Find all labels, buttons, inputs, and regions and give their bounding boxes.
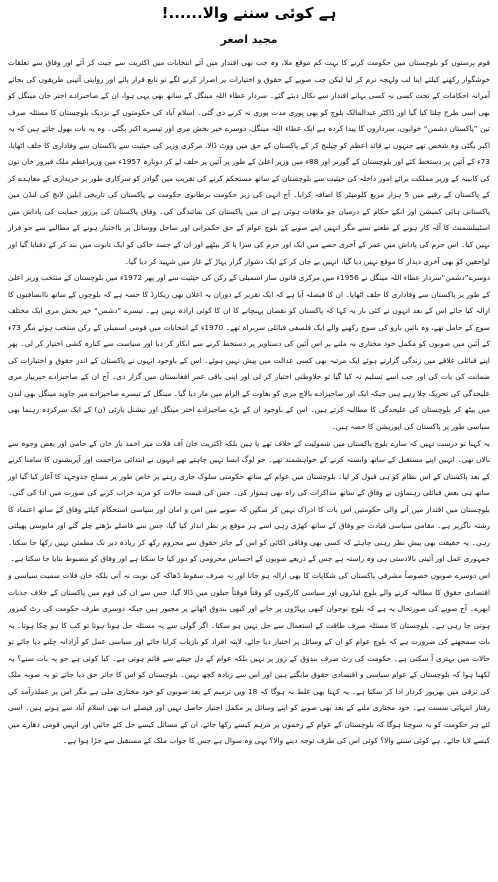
paragraph-1: قوم پرستوں کو بلوچستان میں حکومت کرنے کا بہت کم موقع ملا، وہ جب بھی اقتدار میں آئے انتخابات میں اکثریت سے جیت کر آئے اور وفاق سے تعلقات خوشگوار رکھنے کیلئے اپنا لب ولہجہ نرم کر لیا لیکن جب صوبے کے حقوق و اختیارات پر اصرار کرنے لگے تو تابع قرار پائے اور روایتی آئینی طریقوں کی بجائے آمرانہ احکامات کے تحت کسی نہ کسی بہانے اقتدار سے نکال دیئے گئے۔ سردار عطاء اللہ مینگل کے ساتھ بھی یہی ہوا، ان کے صاحبزادے اختر جان مینگل کو بھی اسی طرح چلتا کیا گیا اور ڈاکٹر عبدالمالک بلوچ کو بھی پوری مدت پوری نہ کرنے دی گئی۔ اسلام آباد کی حکومتوں کے نزدیک بلوچستان کا مسئلہ صرف تین ”پاکستان دشمن“ خوابوں، سرداروں کا پیدا کردہ ہے ایک عطاء اللہ مینگل، دوسرے خیر بخش مری اور تیسرے اکبر بگٹی۔ وہ یہ بات بھول جاتے ہیں کہ یہ اکبر بگٹی وہ شخص تھے جنہوں نے قائد اعظم کو چیلنج کر کے پاکستان کے حق میں ووٹ ڈالا، مرکزی وزیر کی حیثیت سے پاکستان سے وفاداری کا حلف اٹھایا، 73ء کے آئین پر دستخط کئے اور بلوچستان کے گورنر اور 88ء میں وزیر اعلیٰ کے طور پر آئین پر حلف لے کر دوبارہ 1957ء میں وزیراعظم ملک فیروز خان نون کی کابینہ کے وزیر مملکت برائے امور داخلہ کی حیثیت سے بلوچستان کے ساتھ مستحکم کرنے کی تقریب میں گوادر کو سرکاری طور پر خریداری کے معاہدے کر کے پاکستان کے رقبے میں 5 ہزار مربع کلومیٹر کا اضافہ کرایا۔ آج انہی کی زیر حکومت برطانوی حکومت نے پاکستان کی تاریخی ایلین لانچ کی لنڈن میں پاکستانی ہائی کمیشن اور انکے حکام کے درمیان جو ملاقات ہوئی ہے ان میں پاکستان کی نمائندگی کی۔ وفاق پاکستان کی پرزور حمایت کی پاداش میں اسٹیبلشمنٹ کا آلہ کار ہونے کے طعنے سنے مگر انہیں اپنے صوبے کے بلوچ عوام کے حق حکمرانی اور ساحل ووسائل پر بااختیار ہونے کے مطالبے سے جو فرار نہیں کیا۔ اس جرم کی پاداش میں عمر کے آخری حصے میں ایک اور جرم کی سزا پا کر بیٹھے اور ان کے جسد خاکی کو ایک تابوت میں بند کر کے دفنایا گیا اور لواحقین کو بھی آخری دیدار کا موقع نہیں دیا گیا، انہیں بے جان کر کے ایک دشوار گزار پہاڑ کے غار میں شہید کر دیا گیا۔ xyxy=(7,58,490,266)
paragraph-3: یہ کہنا تو درست نہیں کہ سارے بلوچ پاکستان میں شمولیت کے خلاف تھے یا ہیں بلکہ اکثریت خان آف قلات میر احمد یار خان کے حامی اور بعض وجوہ سے نالاں تھی۔ انہیں اپنے مستقبل کے ساتھ وابستہ کرنے کے خواہشمند تھے۔ جو لوگ ایسا نہیں چاہتے تھے انہوں نے ابتدائی مزاحمت اور آپریشنوں کا سامنا کرنے کے بعد پاکستان کے اس نظام کو ہی قبول کر لیا۔ بلوچستان میں عوام کے ساتھ حکومتی سلوک جاری رہنے پر خاص طور پر مسلح جدوجہد کا آغاز کیا گیا اور ساتھ ہی بعض قبائلی رہنماؤں نے وفاق کے ساتھ مذاکرات کی راہ بھی ہموار کی۔ جس کی قیمت حالات کو مزید خراب کرنے کی صورت میں ادا کی گئی۔ بلوچستان میں اقتدار میں آنے والی حکومتیں اس بات کا ادراک نہیں کر سکیں کہ صوبے میں امن و امان اور سیاسی استحکام کیلئے وفاق کے ساتھ اعتماد کا رشتہ ناگزیر ہے۔ مقامی سیاسی قیادت جو وفاق کے ساتھ کھڑی رہی اسے ہر موقع پر نظر انداز کیا گیا، جس سے فاصلے بڑھتے چلے گئے اور مایوسی پھیلتی رہی۔ یہ حقیقت بھی پیش نظر رہنی چاہئے کہ کسی بھی وفاقی اکائی کو اس کے جائز حقوق سے محروم رکھ کر زیادہ دیر تک مطمئن نہیں رکھا جا سکتا۔ جمہوری عمل اور آئینی بالادستی ہی وہ راستہ ہے جس کے ذریعے صوبوں کے احساس محرومی کو دور کیا جا سکتا ہے اور وفاق کو مضبوط بنایا جا سکتا ہے۔ xyxy=(8,438,490,564)
paragraph-2: دوسرے”دشمن“سردار عطاء اللہ مینگل نے 1956ء میں مرکزی قانون ساز اسمبلی کے رکن کی حیثیت سے اور پھر 1972ء میں بلوچستان کے منتخب وزیر اعلیٰ کے طور پر پاکستان سے وفاداری کا حلف اٹھایا۔ ان کا فیصلہ آیا ہے کہ ایک تقریر کے دوران یہ اعلان بھی ریکارڈ کا حصہ ہے کہ بلوچوں کے ساتھ ناانصافیوں کا ازالہ کیا جائے اس کے بعد انہوں نے کئی بار یہ کہا کہ پاکستان کو نقصان پہنچانے کا ان کا کوئی ارادہ نہیں ہے۔ تیسرے ”دشمن“ خیر بخش مری ایک مختلف سوچ کے حامل تھے، وہ بائیں بازو کی سوچ رکھنے والے ایک فلسفی قبائلی سربراہ تھے۔ 1970ء کے انتخابات میں قومی اسمبلی کے رکن منتخب ہوئے مگر 73ء کے آئین میں صوبوں کو مکمل خود مختاری نہ ملنے پر اس آئین کی دستاویز پر دستخط کرنے سے انکار کر دیا اور سیاست سے کنارہ کشی اختیار کر لی۔ پھر اپنے قبائلی علاقے میں زندگی گزارتے ہوئے ایک مرتبہ بھی کسی عدالت میں پیش نہیں ہوئے۔ اس کے باوجود انہوں نے پاکستان کے اندر حقوق و اختیارات کی ضمانت کی بات کی اور جب اسے تسلیم نہ کیا گیا تو جلاوطنی اختیار کر لی اور اپنی باقی عمر افغانستان میں گزار دی۔ آج ان کے صاحبزادے حیربیار مری علیحدگی کی تحریک چلا رہے ہیں جبکہ ایک اور صاحبزادے بالاچ مری کو بغاوت کے الزام میں مار دیا گیا۔ مینگل کے تیسرے صاحبزادے میر جاوید مینگل بھی لندن میں بیٹھ کر بلوچستان کی علیحدگی کا مطالبہ کرتے ہیں۔ اس کے باوجود ان کے بڑے صاحبزادے اختر مینگل اور نیشنل پارٹی (ن) کے ایک سرکردہ رہنما بھی سیاسی طور پر پاکستان کی اپوزیشن کا حصہ ہیں۔ xyxy=(8,273,491,432)
column-title: ہے کوئی سننے والا......! xyxy=(161,4,337,22)
author-name: مجید اصغر xyxy=(220,33,278,46)
paragraph-4: اس دوسرے صوبوں خصوصاً مشرقی پاکستان کی شکایات کا بھی ازالہ ہو جاتا اور نہ صرف سقوط ڈھاکہ کی نوبت نہ آتی بلکہ خان قلات سمیت سیاسی و اقتصادی حقوق کا مطالبہ کرنے والے بلوچ لیڈروں اور سیاسی کارکنوں کو وقتاً فوقتاً جیلوں میں ڈالا گیا، جس سے ان کی قوم میں پاکستان کے خلاف جذبات ابھرے۔ آج صوبے کی صورتحال یہ ہے کہ بلوچ نوجوان کبھی پہاڑوں پر جانے اور کبھی بندوق اٹھانے پر مجبور ہیں جبکہ دوسری طرف حکومت کی رٹ کمزور ہوتی جا رہی ہے۔ بلوچستان کا مسئلہ صرف طاقت کے استعمال سے حل نہیں ہو سکتا۔ اگر گولی سے یہ مسئلہ حل ہونا ہوتا تو کب کا ہو چکا ہوتا۔ یہ بات سمجھنے کی ضرورت ہے کہ بلوچ عوام کو ان کے وسائل پر اختیار دیا جائے، لاپتہ افراد کو بازیاب کرایا جائے اور سیاسی عمل کو آزادانہ چلنے دیا جائے تو حالات میں بہتری آ سکتی ہے۔ حکومت کی رٹ صرف بندوق کے زور پر نہیں بلکہ عوام کے دل جیتنے سے قائم ہوتی ہے۔ کیا کوئی ہے جو یہ بات سنے؟ یہ لکھنا ہوا کہ بلوچستان کے عوام سیاسی و اقتصادی حقوق مانگتے ہیں اور اس سے زیادہ کچھ نہیں۔ بلوچستان کو اس کا جائز حق دیا جائے تو یہ صوبہ ملک کی ترقی میں بھرپور کردار ادا کر سکتا ہے۔ یہ کہنا بھی غلط نہ ہوگا کہ 18 ویں ترمیم کے بعد صوبوں کو خود مختاری ملی ہے مگر اس پر عملدرآمد کی رفتار انتہائی سست ہے۔ خود مختاری ملنے کے بعد بھی صوبے کو اپنے وسائل پر مکمل اختیار حاصل نہیں اور فیصلے اب بھی اسلام آباد سے ہوتے ہیں۔ اسی لئے ہر حکومت کو یہ سوچنا ہوگا کہ بلوچستان کے عوام کے زخموں پر مرہم کیسے رکھا جائے، ان کے مسائل کیسے حل کئے جائیں اور انہیں قومی دھارے میں کیسے لایا جائے۔ ہے کوئی سننے والا؟ کوئی اس کی طرف توجہ دینے والا؟ یہی وہ سوال ہے جس کا جواب ملک کے مستقبل سے جڑا ہوا ہے۔ xyxy=(8,570,490,746)
column-body xyxy=(8,55,490,750)
